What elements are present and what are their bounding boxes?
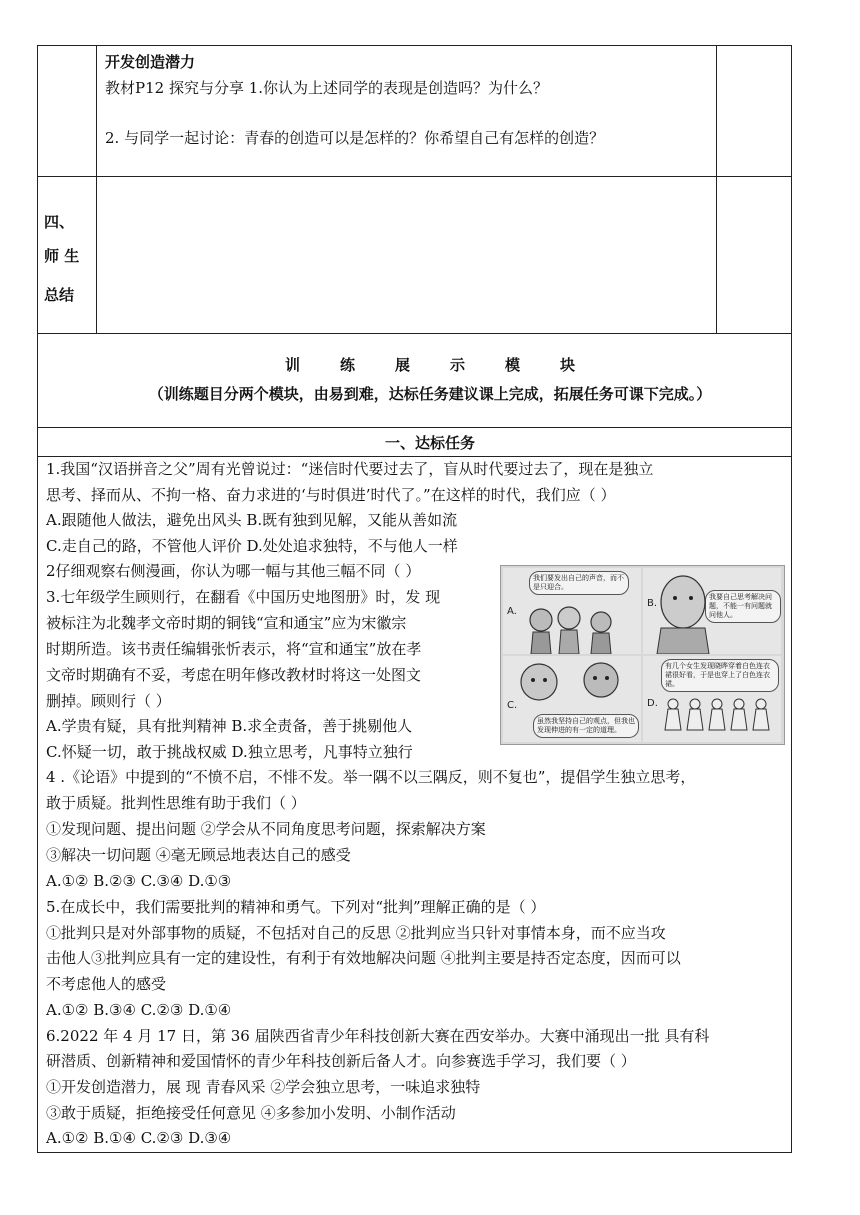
question-line: ③解决一切问题 ④毫无顾忌地表达自己的感受 [46, 846, 351, 864]
comic-bubble-a: 我们要发出自己的声音，而不是只迎合。 [529, 571, 629, 595]
question-line: A.学贵有疑，具有批判精神 B.求全责备，善于挑剔他人 [46, 717, 413, 735]
question-line: 2仔细观察右侧漫画，你认为哪一幅与其他三幅不同（ ） [46, 562, 421, 580]
question-line: 删掉。顾则行（ ） [46, 692, 171, 710]
question-line: C.走自己的路，不管他人评价 D.处处追求独特，不与他人一样 [46, 537, 458, 555]
question-line: 5.在成长中，我们需要批判的精神和勇气。下列对“批判”理解正确的是（ ） [46, 898, 546, 916]
question-line: ①开发创造潜力，展 现 青春风采 ②学会独立思考，一味追求独特 [46, 1078, 481, 1096]
question-line: 思考、择而从、不拘一格、奋力求进的‘与时俱进’时代了。”在这样的时代，我们应（ ） [46, 486, 616, 504]
comic-panel-b [643, 568, 781, 654]
question-line: C.怀疑一切，敢于挑战权威 D.独立思考，凡事特立独行 [46, 743, 413, 761]
summary-label-1: 四、 [44, 213, 75, 231]
comic-panel-a [503, 568, 641, 654]
question-line: 被标注为北魏孝文帝时期的铜钱“宣和通宝”应为宋徽宗 [46, 614, 407, 632]
comic-bubble-d: 有几个女生发现晓晔穿着白色连衣裙很好看，于是也穿上了白色连衣裙。 [661, 659, 779, 692]
training-module-title: 训练展示模块 [284, 356, 615, 374]
comic-figures-d [643, 656, 781, 742]
table-border-left [37, 45, 38, 1153]
question-line: ①批判只是对外部事物的质疑，不包括对自己的反思 ②批判应当只针对事情本身，而不应当攻 [46, 924, 666, 942]
comic-figures-a [503, 568, 641, 654]
section-title-standard-tasks: 一、达标任务 [384, 434, 475, 452]
table-border-bottom [37, 1152, 792, 1153]
summary-label-2: 师 生 [44, 247, 80, 265]
comic-label-b: B. [647, 598, 658, 609]
question-line: ③敢于质疑，拒绝接受任何意见 ④多参加小发明、小制作活动 [46, 1104, 456, 1122]
section-heading: 开发创造潜力 [105, 53, 196, 71]
comic-illustration [500, 565, 785, 745]
question-line: 不考虑他人的感受 [46, 975, 167, 993]
explore-share-line-2: 2. 与同学一起讨论：青春的创造可以是怎样的？你希望自己有怎样的创造？ [105, 129, 605, 147]
summary-label-3: 总结 [44, 286, 75, 304]
question-line: 敢于质疑。批判性思维有助于我们（ ） [46, 794, 306, 812]
comic-bubble-b: 我要自己思考解决问题，不能一有问题就问他人。 [705, 590, 781, 623]
comic-figure-b [643, 568, 781, 654]
question-line: A.①② B.③④ C.②③ D.①④ [46, 1001, 232, 1019]
question-line: A.①② B.②③ C.③④ D.①③ [46, 872, 232, 890]
table-row-divider-3 [37, 427, 792, 428]
training-module-subtitle: （训练题目分两个模块，由易到难，达标任务建议课上完成，拓展任务可课下完成。） [148, 385, 712, 403]
table-border-right [791, 45, 792, 1153]
comic-label-c: C. [507, 700, 518, 711]
question-line: A.①② B.①④ C.②③ D.③④ [46, 1129, 232, 1147]
question-line: 文帝时期确有不妥，考虑在明年修改教材时将这一处图文 [46, 666, 422, 684]
question-line: 时期所造。该书责任编辑张忻表示，将“宣和通宝”放在孝 [46, 640, 422, 658]
question-line: 1.我国“汉语拼音之父”周有光曾说过：“迷信时代要过去了，盲从时代要过去了，现在是独立 [46, 460, 654, 478]
comic-label-d: D. [647, 698, 658, 709]
table-border-top [37, 45, 792, 46]
question-line: 6.2022 年 4 月 17 日，第 36 届陕西省青少年科技创新大赛在西安举办。大赛中涌现出一批 具有科 [46, 1027, 710, 1045]
question-line: 研潜质、创新精神和爱国情怀的青少年科技创新后备人才。向参赛选手学习，我们要（ ） [46, 1052, 636, 1070]
comic-panel-d [643, 656, 781, 742]
comic-figures-c [503, 656, 641, 742]
comic-bubble-c: 虽然我坚持自己的观点，但我也发现伸进的有一定的道理。 [533, 714, 639, 738]
question-line: ①发现问题、提出问题 ②学会从不同角度思考问题，探索解决方案 [46, 820, 486, 838]
table-col-divider-right [716, 45, 717, 333]
table-row-divider-1 [37, 176, 792, 177]
table-row-divider-2 [37, 333, 792, 334]
question-line: 击他人③批判应具有一定的建设性，有利于有效地解决问题 ④批判主要是持否定态度，因而可以 [46, 949, 681, 967]
question-line: 3.七年级学生顾则行，在翻看《中国历史地图册》时，发 现 [46, 588, 441, 606]
explore-share-line-1: 教材P12 探究与分享 1.你认为上述同学的表现是创造吗？为什么？ [105, 79, 549, 97]
table-col-divider-left [96, 45, 97, 333]
question-line: A.跟随他人做法，避免出风头 B.既有独到见解，又能从善如流 [46, 511, 458, 529]
question-line: 4 .《论语》中提到的“不愤不启，不悱不发。举一隅不以三隅反，则不复也”，提倡学生独立思考， [46, 768, 696, 786]
comic-panel-c [503, 656, 641, 742]
comic-label-a: A. [507, 606, 517, 617]
